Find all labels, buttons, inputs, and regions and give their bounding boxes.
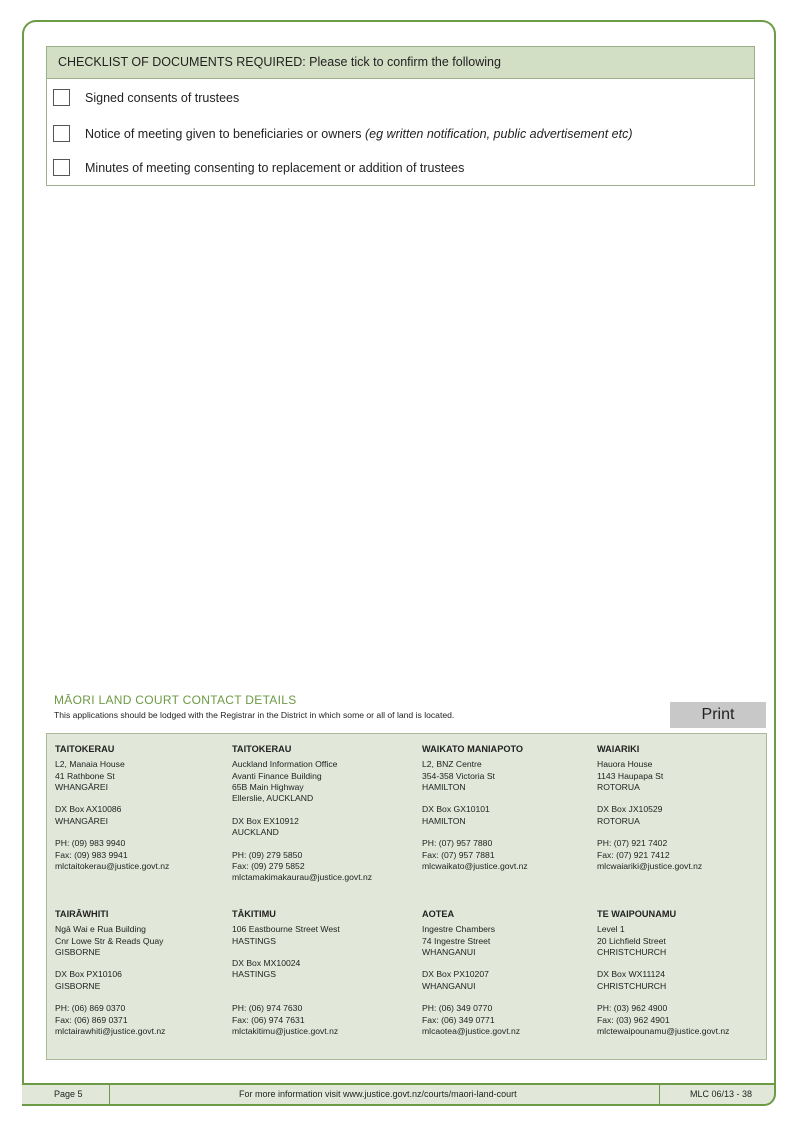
office-detail-line: Auckland Information Office xyxy=(232,759,338,770)
office-name: TĀKITIMU xyxy=(232,909,276,919)
checkbox-minutes-of-meeting[interactable] xyxy=(53,159,70,176)
office-detail-line xyxy=(597,827,702,838)
office-detail-line: PH: (09) 983 9940 xyxy=(55,838,126,849)
print-button[interactable]: Print xyxy=(670,702,766,728)
office-detail-line xyxy=(232,947,340,958)
office-detail-line: GISBORNE xyxy=(55,946,101,957)
office-name: AOTEA xyxy=(422,909,455,919)
office-detail-line: 41 Rathbone St xyxy=(55,770,115,781)
checklist-item-note: (eg written notification, public advertisement etc) xyxy=(365,126,633,141)
office-detail-line: ROTORUA xyxy=(597,781,640,792)
checklist-item xyxy=(53,159,464,176)
office-detail-line: Fax: (06) 349 0771 xyxy=(422,1014,495,1025)
office-detail-line: Fax: (06) 869 0371 xyxy=(55,1014,128,1025)
office-detail-line: ROTORUA xyxy=(597,815,640,826)
office-detail-line xyxy=(55,793,169,804)
office-detail-line: DX Box PX10207 xyxy=(422,969,489,980)
checklist-item-label: Notice of meeting given to beneficiaries or owners xyxy=(85,126,366,141)
office-detail-line: PH: (07) 921 7402 xyxy=(597,838,668,849)
office-name: TE WAIPOUNAMU xyxy=(597,909,677,919)
office-name: WAIKATO MANIAPOTO xyxy=(422,744,524,754)
office-detail-line xyxy=(597,992,729,1003)
office-detail-line: DX Box PX10106 xyxy=(55,969,122,980)
checkbox-notice-of-meeting[interactable] xyxy=(53,125,70,142)
office-detail-line xyxy=(597,958,729,969)
office-email[interactable]: mlctakitimu@justice.govt.nz xyxy=(232,1025,339,1036)
office-detail-line: PH: (06) 349 0770 xyxy=(422,1003,493,1014)
office-detail-line xyxy=(422,827,528,838)
office-detail-line: PH: (09) 279 5850 xyxy=(232,849,303,860)
office-detail-line: 1143 Haupapa St xyxy=(597,770,664,781)
office-detail-line: AUCKLAND xyxy=(232,827,279,838)
checklist-item xyxy=(53,125,633,142)
office-detail-line: DX Box WX11124 xyxy=(597,969,665,980)
checklist-item-label: Signed consents of trustees xyxy=(85,90,240,105)
office-detail-line: 20 Lichfield Street xyxy=(597,935,666,946)
office-waikato-maniapoto xyxy=(422,744,528,872)
office-taitokerau xyxy=(232,744,372,884)
office-detail-line xyxy=(232,981,340,992)
office-name: WAIARIKI xyxy=(597,744,640,754)
checklist-header: CHECKLIST OF DOCUMENTS REQUIRED: Please tick to confirm the following xyxy=(47,47,754,79)
office-email[interactable]: mlcaotea@justice.govt.nz xyxy=(422,1025,521,1036)
office-detail-line: Level 1 xyxy=(597,924,625,935)
office-detail-line: GISBORNE xyxy=(55,980,101,991)
office-detail-line xyxy=(422,992,520,1003)
footer-info-link[interactable]: For more information visit www.justice.govt.nz/courts/maori-land-court xyxy=(239,1089,517,1099)
office-detail-line: DX Box AX10086 xyxy=(55,804,122,815)
office-detail-line: PH: (03) 962 4900 xyxy=(597,1003,668,1014)
office-detail-line: WHANGĀREI xyxy=(55,815,108,826)
office-detail-line: DX Box EX10912 xyxy=(232,815,299,826)
office-detail-line: CHRISTCHURCH xyxy=(597,946,667,957)
office-tair-whiti xyxy=(55,909,165,1037)
contact-offices-panel xyxy=(46,733,767,1060)
office-detail-line: PH: (07) 957 7880 xyxy=(422,838,493,849)
office-detail-line: Fax: (03) 962 4901 xyxy=(597,1014,670,1025)
office-detail-line xyxy=(422,958,520,969)
office-detail-line: 106 Eastbourne Street West xyxy=(232,924,340,935)
office-detail-line: Fax: (09) 983 9941 xyxy=(55,849,128,860)
office-detail-line: Fax: (06) 974 7631 xyxy=(232,1014,305,1025)
office-detail-line: Fax: (07) 921 7412 xyxy=(597,849,670,860)
office-email[interactable]: mlcwaikato@justice.govt.nz xyxy=(422,860,528,871)
office-detail-line xyxy=(55,992,165,1003)
office-email[interactable]: mlcwaiariki@justice.govt.nz xyxy=(597,860,703,871)
office-detail-line: HAMILTON xyxy=(422,781,466,792)
office-t-kitimu xyxy=(232,909,340,1037)
office-email[interactable]: mlctamakimakaurau@justice.govt.nz xyxy=(232,872,373,883)
office-email[interactable]: mlctairawhiti@justice.govt.nz xyxy=(55,1025,166,1036)
office-detail-line: Ellerslie, AUCKLAND xyxy=(232,793,314,804)
office-detail-line: CHRISTCHURCH xyxy=(597,980,667,991)
office-detail-line: PH: (06) 974 7630 xyxy=(232,1003,303,1014)
office-detail-line: HASTINGS xyxy=(232,969,276,980)
office-detail-line: WHANGĀREI xyxy=(55,781,108,792)
office-detail-line xyxy=(232,804,372,815)
page-footer xyxy=(22,1083,776,1106)
office-waiariki xyxy=(597,744,702,872)
office-detail-line: Fax: (07) 957 7881 xyxy=(422,849,495,860)
office-detail-line xyxy=(55,958,165,969)
footer-divider xyxy=(659,1085,660,1104)
office-detail-line: HASTINGS xyxy=(232,935,276,946)
office-taitokerau xyxy=(55,744,169,872)
checklist-section xyxy=(46,46,755,186)
office-name: TAITOKERAU xyxy=(232,744,292,754)
office-name: TAIRĀWHITI xyxy=(55,909,109,919)
office-aotea xyxy=(422,909,520,1037)
office-email[interactable]: mlctaitokerau@justice.govt.nz xyxy=(55,860,170,871)
office-email[interactable]: mlctewaipounamu@justice.govt.nz xyxy=(597,1025,730,1036)
office-te-waipounamu xyxy=(597,909,729,1037)
office-detail-line xyxy=(232,992,340,1003)
footer-page-number: Page 5 xyxy=(54,1089,83,1099)
office-detail-line xyxy=(55,827,169,838)
office-detail-line: Cnr Lowe Str & Reads Quay xyxy=(55,935,164,946)
office-detail-line: 65B Main Highway xyxy=(232,781,304,792)
office-detail-line: 354-358 Victoria St xyxy=(422,770,495,781)
contact-details-subtitle: This applications should be lodged with the Registrar in the District in which some or all of land is located. xyxy=(54,710,455,720)
office-detail-line: 74 Ingestre Street xyxy=(422,935,491,946)
office-detail-line xyxy=(232,838,372,849)
office-detail-line: L2, Manaia House xyxy=(55,759,125,770)
office-detail-line: DX Box GX10101 xyxy=(422,804,490,815)
office-detail-line: DX Box JX10529 xyxy=(597,804,663,815)
office-detail-line: Ingestre Chambers xyxy=(422,924,496,935)
office-detail-line: WHANGANUI xyxy=(422,980,476,991)
footer-form-code: MLC 06/13 - 38 xyxy=(690,1089,753,1099)
contact-details-title: MĀORI LAND COURT CONTACT DETAILS xyxy=(54,693,297,707)
office-detail-line xyxy=(597,793,702,804)
office-detail-line: Ngā Wai e Rua Building xyxy=(55,924,146,935)
office-detail-line: PH: (06) 869 0370 xyxy=(55,1003,126,1014)
footer-divider xyxy=(109,1085,110,1104)
office-detail-line: WHANGANUI xyxy=(422,946,476,957)
office-detail-line: DX Box MX10024 xyxy=(232,958,301,969)
checklist-item xyxy=(53,89,239,106)
office-detail-line xyxy=(422,793,528,804)
office-name: TAITOKERAU xyxy=(55,744,115,754)
office-detail-line: Avanti Finance Building xyxy=(232,770,322,781)
office-detail-line: Fax: (09) 279 5852 xyxy=(232,860,305,871)
checklist-item-label: Minutes of meeting consenting to replacement or addition of trustees xyxy=(85,160,465,175)
checkbox-signed-consents[interactable] xyxy=(53,89,70,106)
office-detail-line: Hauora House xyxy=(597,759,653,770)
office-detail-line: L2, BNZ Centre xyxy=(422,759,482,770)
office-detail-line: HAMILTON xyxy=(422,815,466,826)
